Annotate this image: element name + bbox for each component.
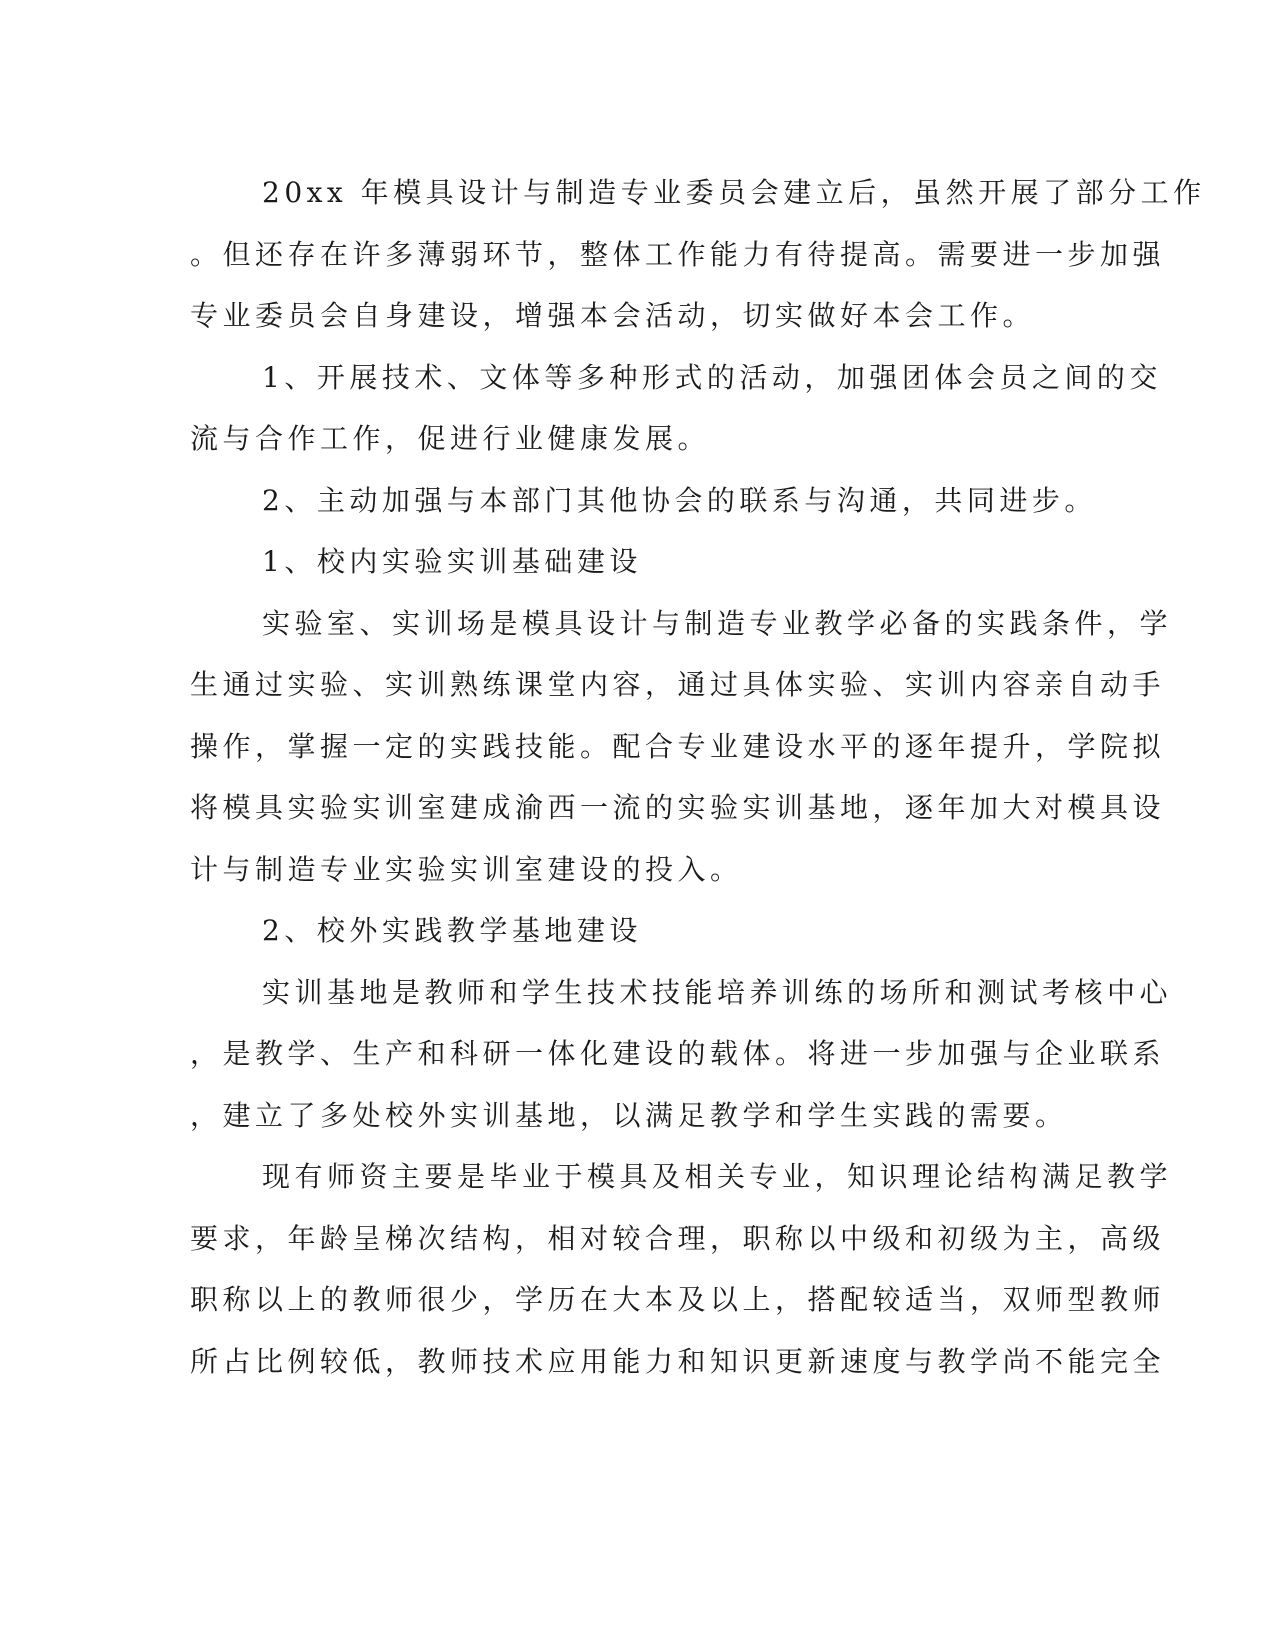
text-line: 1、开展技术、文体等多种形式的活动，加强团体会员之间的交 — [262, 360, 1162, 394]
paragraph-item-activities — [190, 347, 1162, 470]
text-line: 操作，掌握一定的实践技能。配合专业建设水平的逐年提升，学院拟 — [190, 729, 1166, 763]
text-line: 现有师资主要是毕业于模具及相关专业，知识理论结构满足教学 — [262, 1160, 1173, 1193]
text-line: 流与合作工作，促进行业健康发展。 — [190, 422, 711, 455]
text-line: 将模具实验实训室建成渝西一流的实验实训基地，逐年加大对模具设 — [190, 791, 1166, 824]
paragraph-item-cooperation — [190, 470, 1097, 532]
paragraph-external-base — [190, 962, 1173, 1147]
text-line: 1、校内实验实训基础建设 — [262, 545, 642, 578]
heading-campus-lab — [190, 531, 1090, 593]
paragraph-committee-intro — [190, 162, 1206, 347]
text-line: 2、校外实践教学基地建设 — [262, 914, 642, 947]
text-line: 专业委员会自身建设，增强本会活动，切实做好本会工作。 — [190, 299, 1036, 332]
text-line: 所占比例较低，教师技术应用能力和知识更新速度与教学尚不能完全 — [190, 1344, 1166, 1378]
heading-external-base — [190, 900, 1090, 962]
text-line: ，建立了多处校外实训基地，以满足教学和学生实践的需要。 — [190, 1098, 1068, 1132]
text-line: 20xx 年模具设计与制造专业委员会建立后，虽然开展了部分工作 — [262, 176, 1206, 209]
paragraph-campus-lab — [190, 593, 1173, 901]
text-line: 实验室、实训场是模具设计与制造专业教学必备的实践条件，学 — [262, 606, 1173, 640]
text-line: ，是教学、生产和科研一体化建设的载体。将进一步加强与企业联系 — [190, 1037, 1166, 1070]
text-line: 要求，年龄呈梯次结构，相对较合理，职称以中级和初级为主，高级 — [190, 1221, 1166, 1255]
document-body — [190, 162, 1206, 1392]
text-line: 。但还存在许多薄弱环节，整体工作能力有待提高。需要进一步加强 — [190, 237, 1166, 271]
text-line: 生通过实验、实训熟练课堂内容，通过具体实验、实训内容亲自动手 — [190, 668, 1166, 701]
text-line: 2、主动加强与本部门其他协会的联系与沟通，共同进步。 — [262, 483, 1097, 517]
paragraph-faculty — [190, 1146, 1173, 1392]
text-line: 计与制造专业实验实训室建设的投入。 — [190, 852, 743, 886]
text-line: 职称以上的教师很少，学历在大本及以上，搭配较适当，双师型教师 — [190, 1283, 1166, 1316]
text-line: 实训基地是教师和学生技术技能培养训练的场所和测试考核中心 — [262, 975, 1173, 1009]
